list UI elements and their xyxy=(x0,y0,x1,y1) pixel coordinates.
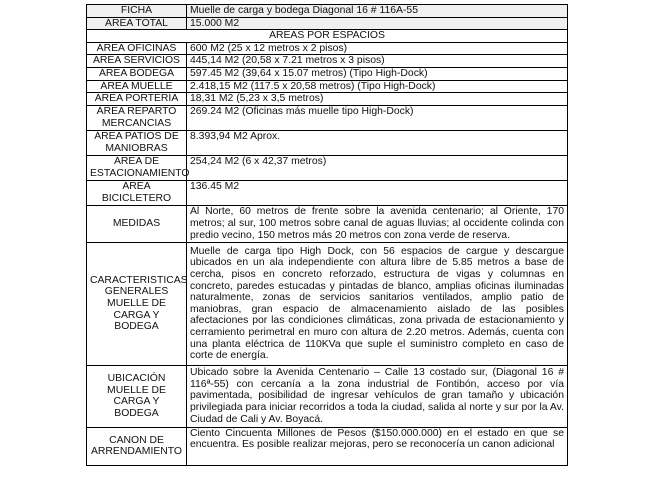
row-value-ubicacion: Ubicado sobre la Avenida Centenario – Calle 13 costado sur, (Diagonal 16 # 116ª-55) con cercanía a la zona industrial de Fontibón, acceso por vía pavimentada, posibilidad de ingresar vehículos de gran tamaño y ubicación privilegiada para iniciar recorridos a toda la ciudad, salida al norte y sur por la Av. Ciudad de Cali y Av. Boyacá. xyxy=(187,365,568,427)
table-row xyxy=(87,67,568,80)
table-row xyxy=(87,155,568,180)
row-label-medidas: MEDIDAS xyxy=(87,205,187,242)
row-label-reparto: ÁREA REPARTO MERCANCIAS xyxy=(87,105,187,130)
row-label-servicios: ÁREA SERVICIOS xyxy=(87,55,187,68)
section-title: ÁREAS POR ESPACIOS xyxy=(87,30,568,43)
row-label-ubicacion: UBICACIÓN MUELLE DE CARGA Y BODEGA xyxy=(87,365,187,427)
table-row xyxy=(87,17,568,30)
row-value-bodega: 597.45 M2 (39,64 x 15.07 metros) (Tipo High-Dock) xyxy=(187,67,568,80)
row-value-estacionamiento: 254,24 M2 (6 x 42,37 metros) xyxy=(187,155,568,180)
table-row xyxy=(87,93,568,106)
row-value-ficha: Muelle de carga y bodega Diagonal 16 # 116A-55 xyxy=(187,5,568,18)
table-row xyxy=(87,5,568,18)
row-label-ficha: FICHA xyxy=(87,5,187,18)
row-value-canon: Ciento Cincuenta Millones de Pesos ($150.000.000) en el estado en que se encuentra. Es posible realizar mejoras, pero se reconocería un canon adicional xyxy=(187,427,568,465)
table-row xyxy=(87,365,568,427)
table-row xyxy=(87,205,568,242)
row-value-bicicletero: 136.45 M2 xyxy=(187,180,568,205)
row-label-caracteristicas: CARACTERISTICAS GENERALES MUELLE DE CARGA Y BODEGA xyxy=(87,242,187,365)
row-value-patios: 8.393,94 M2 Aprox. xyxy=(187,130,568,155)
section-header-row xyxy=(87,30,568,43)
row-label-oficinas: ÁREA OFICINAS xyxy=(87,42,187,55)
row-value-medidas: Al Norte, 60 metros de frente sobre la avenida centenario; al Oriente, 170 metros; al sur, 100 metros sobre canal de aguas lluvias; al occidente colinda con predio vecino, 150 metros más 20 metros con zona verde de reserva. xyxy=(187,205,568,242)
table-row xyxy=(87,105,568,130)
property-spec-table xyxy=(86,4,568,466)
row-label-canon: CANON DE ARRENDAMIENTO xyxy=(87,427,187,465)
row-value-muelle: 2.418,15 M2 (117.5 x 20,58 metros) (Tipo High-Dock) xyxy=(187,80,568,93)
row-value-reparto: 269.24 M2 (Oficinas más muelle tipo High-Dock) xyxy=(187,105,568,130)
table-row xyxy=(87,42,568,55)
row-label-bodega: ÁREA BODEGA xyxy=(87,67,187,80)
table-row xyxy=(87,427,568,465)
row-label-area-total: ÁREA TOTAL xyxy=(87,17,187,30)
row-label-patios: ÁREA PATIOS DE MANIOBRAS xyxy=(87,130,187,155)
table-row xyxy=(87,130,568,155)
table-row xyxy=(87,180,568,205)
row-label-bicicletero: ÁREA BICICLETERO xyxy=(87,180,187,205)
row-value-porteria: 18,31 M2 (5,23 x 3,5 metros) xyxy=(187,93,568,106)
row-value-caracteristicas: Muelle de carga tipo High Dock, con 56 espacios de cargue y descargue ubicados en un ala independiente con altura libre de 5.85 metros a base de cercha, pisos en concreto reforzado, estructura de vigas y columnas en concreto, paredes estucadas y pintadas de blanco, amplias oficinas iluminadas naturalmente, zonas de servicios sanitarios ventilados, amplio patio de maniobras, gran espacio de almacenamiento aislado de las posibles afectaciones por las condiciones climáticas, zona privada de estacionamiento y cerramiento perimetral en muro con altura de 2.20 metros. Además, cuenta con una planta eléctrica de 110KVa que suple el suministro completo en caso de corte de energía. xyxy=(187,242,568,365)
table-row xyxy=(87,80,568,93)
row-label-estacionamiento: ÁREA DE ESTACIONAMIENTO xyxy=(87,155,187,180)
table-row xyxy=(87,55,568,68)
row-value-servicios: 445,14 M2 (20,58 x 7.21 metros x 3 pisos) xyxy=(187,55,568,68)
row-value-area-total: 15.000 M2 xyxy=(187,17,568,30)
table-row xyxy=(87,242,568,365)
row-label-muelle: ÁREA MUELLE xyxy=(87,80,187,93)
row-label-porteria: ÁREA PORTERÍA xyxy=(87,93,187,106)
row-value-oficinas: 600 M2 (25 x 12 metros x 2 pisos) xyxy=(187,42,568,55)
